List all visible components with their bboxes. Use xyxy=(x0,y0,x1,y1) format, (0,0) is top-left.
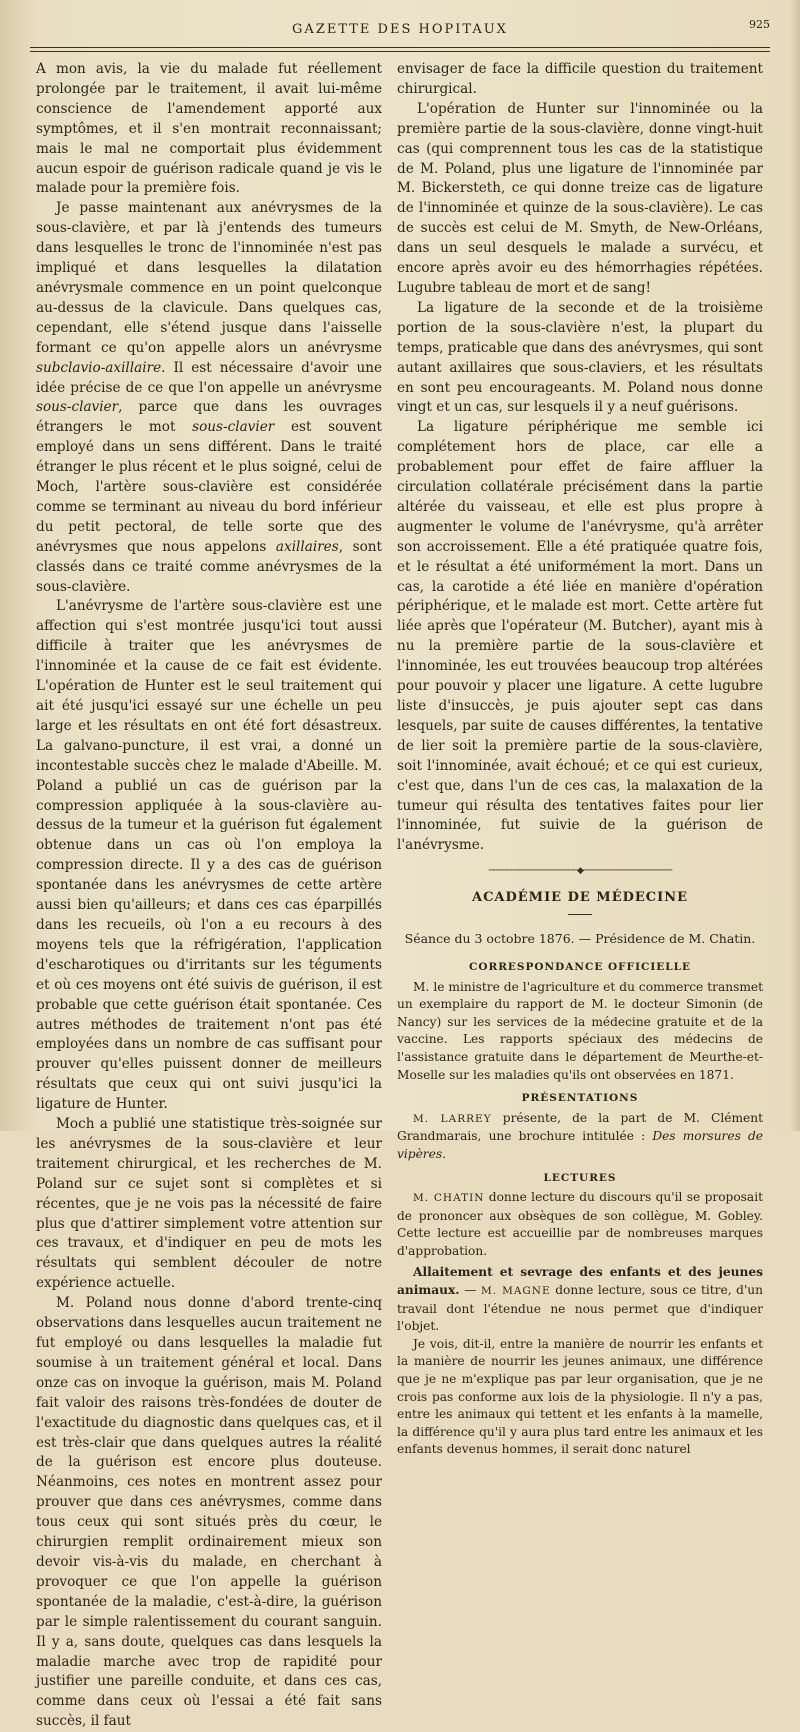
right-column xyxy=(397,60,763,1459)
speaker-name: M. LARREY xyxy=(413,1112,492,1125)
article-title: Allaitement et sevrage des enfants et des jeunes animaux. xyxy=(397,1265,763,1298)
subsection-heading: LECTURES xyxy=(543,1171,617,1184)
paragraph: M. CHATIN donne lecture du discours qu'il se proposait de prononcer aux obsèques de son collègue, M. Gobley. Cette lecture est accueillie par de nombreuses marques d'approbation. xyxy=(397,1190,763,1258)
paragraph: Je vois, dit-il, entre la manière de nourrir les enfants et la manière de nourrir les jeunes animaux, une différence que je ne m'explique pas par leur organisation, que je ne crois pas conforme aux lois de la physiologie. Il n'y a pas, entre les animaux qui tettent et les enfants à la mamelle, la différence qu'il y aura plus tard entre les animaux et les enfants devenus hommes, il serait donc naturel xyxy=(397,1336,763,1457)
left-column xyxy=(36,60,382,1732)
paragraph: L'opération de Hunter sur l'innominée ou la première partie de la sous-clavière, donne vingt-huit cas (qui comprennent tous les cas de la statistique de M. Poland, plus une ligature de l'innominée par M. Bickersteth, ce qui donne treize cas de ligature de l'innominée et quinze de la sous-clavière). Le cas de succès est celui de M. Smyth, de New-Orléans, dans un seul desquels le malade a survécu, et encore après avoir eu des hémorrhagies répétées. Lugubre tableau de mort et de sang! xyxy=(397,100,763,296)
page-number: 925 xyxy=(749,18,770,31)
paragraph: Allaitement et sevrage des enfants et des jeunes animaux. — M. MAGNE donne lecture, sous ce titre, d'un travail dont l'étendue ne nous permet que d'indiquer l'objet. xyxy=(397,1265,764,1334)
short-rule xyxy=(568,914,592,915)
journal-title: GAZETTE DES HOPITAUX xyxy=(292,22,508,37)
speaker-name: M. MAGNE xyxy=(480,1285,551,1298)
header-rule-thin xyxy=(30,51,770,52)
subsection-heading: CORRESPONDANCE OFFICIELLE xyxy=(468,960,692,973)
seance-line: Séance du 3 octobre 1876. — Présidence de M. Chatin. xyxy=(404,931,756,947)
header-rule xyxy=(30,47,770,48)
speaker-name: M. CHATIN xyxy=(413,1192,485,1205)
paragraph: L'anévrysme de l'artère sous-clavière est une affection qui s'est montrée jusqu'ici tout aussi difficile à traiter que les anévrysmes de l'innominée et la cause de ce fait est évidente. L'opération de Hunter est le seul traitement qui ait été jusqu'ici essayé sur une échelle un peu large et les résultats en ont été fort désastreux. La galvano-puncture, il est vrai, a donné un incontestable succès chez le malade d'Abeille. M. Poland a publié un cas de guérison par la compression appliquée à la sous-clavière au-dessus de la tumeur et la guérison fut également obtenue dans un cas où l'on employa la compression directe. Il y a des cas de guérison spontanée dans les anévrysmes de cette artère aussi bien qu'ailleurs; et dans ces cas éparpillés dans les recueils, où l'on a eu recours à des moyens tels que la réfrigération, l'application d'escharotiques ou d'irritants sur les téguments et où ces moyens ont été suivis de guérison, il est probable que cette guérison était spontanée. Ces autres méthodes de traitement n'ont pas été employées dans un nombre de cas suffisant pour prouver qu'elles puissent donner de meilleurs résultats que ceux qui ont suivi jusqu'ici la ligature de Hunter. xyxy=(36,598,382,1113)
paragraph: Je passe maintenant aux anévrysmes de la sous-clavière, et par là j'entends des tumeurs dans lesquelles le tronc de l'innominée n'est pas impliqué et dans lesquelles la dilatation anévrysmale commence en un point quelconque au-dessus de la clavicule. Dans quelques cas, cependant, elle s'étend jusque dans l'aisselle formant ce qu'on appelle alors un anévrysme subclavio-axillaire. Il est nécessaire d'avoir une idée précise de ce que l'on appelle un anévrysme sous-clavier, parce que dans les ouvrages étrangers le mot sous-clavier est souvent employé dans un sens différent. Dans le traité étranger le plus récent et le plus soigné, celui de Moch, l'artère sous-clavière est considérée comme se terminant au niveau du bord inférieur du petit pectoral, de telle sorte que des anévrysmes que nous appelons axillaires, sont classés dans ce traité comme anévrysmes de la sous-clavière. xyxy=(36,200,382,595)
academy-minutes xyxy=(397,959,763,1459)
paragraph: La ligature de la seconde et de la troisième portion de la sous-clavière n'est, la plupart du temps, praticable que dans des anévrysmes, qui sont autant axillaires que sous-claviers, et les résultats en sont peu encourageants. M. Poland nous donne vingt et un cas, sur lesquels il y a neuf guérisons. xyxy=(397,299,763,416)
paragraph: A mon avis, la vie du malade fut réellement prolongée par le traitement, il avait lui-même conscience de l'amendement apporté aux symptômes, et il s'en montrait reconnaissant; mais le mal ne comportait plus évidemment aucun espoir de guérison radicale quand je vis le malade pour la première fois. xyxy=(36,61,382,197)
paragraph-continuation: envisager de face la difficile question du traitement chirurgical. xyxy=(397,61,763,97)
paragraph: M. le ministre de l'agriculture et du commerce transmet un exemplaire du rapport de M. le docteur Simonin (de Nancy) sur les services de la médecine gratuite et de la vaccine. Les rapports spéciaux des médecins de l'assistance gratuite dans le département de Meurthe-et-Moselle sur les maladies qu'ils ont observées en 1871. xyxy=(397,979,763,1082)
paragraph: M. LARREY présente, de la part de M. Clément Grandmarais, une brochure intitulée : Des morsures de vipères. xyxy=(397,1110,764,1161)
paragraph: La ligature périphérique me semble ici complétement hors de place, car elle a probablement pour effet de faire affluer la circulation collatérale précisément dans la partie altérée du vaisseau, et elle est plus propre à augmenter le volume de l'anévrysme, qu'à arrêter son accroissement. Elle a été pratiquée quatre fois, et le résultat a été uniformément la mort. Dans un cas, la carotide a été liée en manière d'opération périphérique, et le malade est mort. Cette artère fut liée après que l'opérateur (M. Butcher), ayant mis à nu la première partie de la sous-clavière et l'innominée, les eut trouvées beaucoup trop altérées pour pouvoir y placer une ligature. A cette lugubre liste d'insuccès, je puis ajouter sept cas dans lesquels, par suite de causes différentes, la tentative de lier soit la première partie de la sous-clavière, soit l'innominée, avait échoué; et ce qui est curieux, c'est que, dans l'un de ces cas, la malaxation de la tumeur qui résulta des tentatives faites pour lier l'innominée, fut suivie de la guérison de l'anévrysme. xyxy=(397,419,763,854)
paragraph: Moch a publié une statistique très-soignée sur les anévrysmes de la sous-clavière et leur traitement chirurgical, et les recherches de M. Poland sur ce sujet sont si complètes et si récentes, que je ne vois pas la nécessité de faire plus que d'attirer simplement votre attention sur ces travaux, et d'indiquer en peu de mots les résultats qui semblent découler de notre expérience actuelle. xyxy=(36,1116,382,1292)
page-header xyxy=(30,18,770,44)
section-divider: ────────────────────◆──────────────────── xyxy=(488,866,672,877)
section-title: ACADÉMIE DE MÉDECINE xyxy=(471,890,688,906)
subsection-heading: PRÉSENTATIONS xyxy=(521,1092,639,1105)
paragraph: M. Poland nous donne d'abord trente-cinq observations dans lesquelles aucun traitement ne fut employé ou dans lesquelles la maladie fut soumise à un traitement général et local. Dans onze cas on invoque la guérison, mais M. Poland fait valoir des raisons très-fondées de douter de l'exactitude du diagnostic dans quelques cas, et il est très-clair que dans quelques autres la réalité de la guérison est encore plus douteuse. Néanmoins, ces notes en montrent assez pour prouver que dans ces anévrysmes, comme dans tous ceux qui sont situés près du cœur, le chirurgien remplit ordinairement mieux son devoir vis-à-vis du malade, en cherchant à provoquer ce que l'on appelle la guérison spontanée de la maladie, c'est-à-dire, la guérison par le simple ralentissement du courant sanguin. Il y a, sans doute, quelques cas dans lesquels la maladie marche avec trop de rapidité pour justifier une pareille conduite, et dans ces cas, comme dans ceux où l'essai a été fait sans succès, il faut xyxy=(36,1295,382,1730)
